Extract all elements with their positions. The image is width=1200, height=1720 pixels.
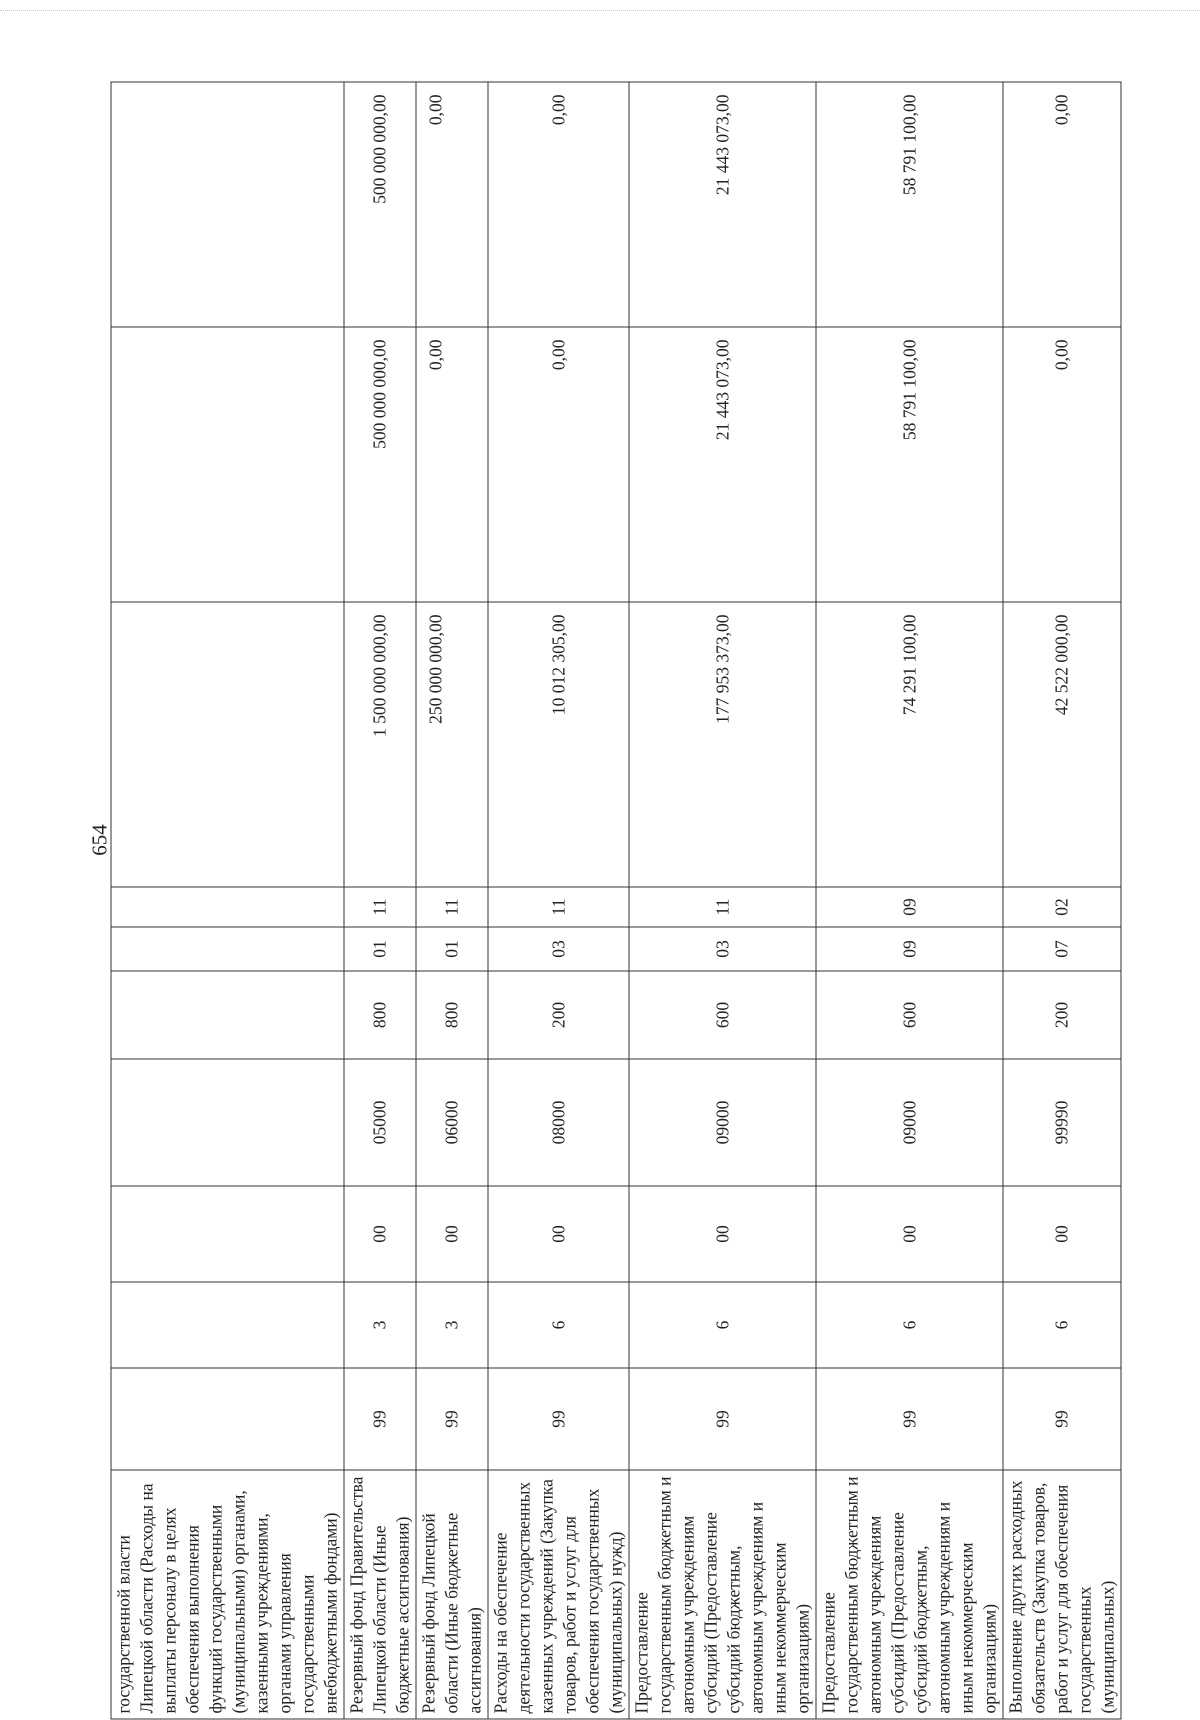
row-code-section: 01 — [344, 927, 416, 971]
row-amount-year1: 177 953 373,00 — [629, 602, 816, 887]
row-code-subsection: 11 — [416, 887, 488, 927]
row-amount-year3: 0,00 — [416, 82, 488, 327]
row-name: Предоставление государственным бюджетным и автономным учреждениям субсидий (Предоставление субсидий бюджетным, автономным учреждениям и иным некоммерческим организациям) — [629, 1470, 816, 1719]
row-amount-year3: 0,00 — [1003, 82, 1121, 327]
row-code-direction — [111, 1059, 344, 1186]
row-code-program: 99 — [416, 1368, 488, 1470]
row-code-expense-type — [111, 971, 344, 1059]
row-code-section — [111, 927, 344, 971]
row-code-main-event: 00 — [344, 1186, 416, 1282]
row-name: Резервный фонд Липецкой области (Иные бюджетные ассигнования) — [416, 1470, 488, 1719]
row-code-main-event: 00 — [1003, 1186, 1121, 1282]
row-code-subsection: 11 — [629, 887, 816, 927]
row-amount-year2: 21 443 073,00 — [629, 327, 816, 602]
row-code-expense-type: 200 — [488, 971, 629, 1059]
table-row — [488, 82, 629, 1719]
row-code-subprogram: 6 — [488, 1282, 629, 1368]
row-code-main-event: 00 — [488, 1186, 629, 1282]
row-code-subsection: 11 — [488, 887, 629, 927]
table-row — [816, 82, 1003, 1719]
row-code-subprogram — [111, 1282, 344, 1368]
row-code-main-event: 00 — [816, 1186, 1003, 1282]
row-amount-year1: 74 291 100,00 — [816, 602, 1003, 887]
row-code-program: 99 — [629, 1368, 816, 1470]
row-code-main-event: 00 — [629, 1186, 816, 1282]
row-code-program: 99 — [344, 1368, 416, 1470]
table-row — [629, 82, 816, 1719]
budget-table-rotated — [111, 83, 1118, 1720]
row-code-section: 07 — [1003, 927, 1121, 971]
page-number: 654 — [87, 824, 112, 856]
row-code-expense-type: 200 — [1003, 971, 1121, 1059]
row-code-program: 99 — [816, 1368, 1003, 1470]
row-code-subprogram: 3 — [344, 1282, 416, 1368]
row-amount-year3: 0,00 — [488, 82, 629, 327]
row-name: государственной власти Липецкой области (Расходы на выплаты персоналу в целях обеспечения выполнения функций государственными (муниципальными) органами, казенными учреждениями, органами управления государственными внебюджетными фондами) — [111, 1470, 344, 1719]
row-code-program: 99 — [488, 1368, 629, 1470]
row-code-subprogram: 6 — [816, 1282, 1003, 1368]
row-code-expense-type: 800 — [344, 971, 416, 1059]
row-amount-year2: 0,00 — [488, 327, 629, 602]
row-code-main-event: 00 — [416, 1186, 488, 1282]
row-code-subsection — [111, 887, 344, 927]
row-amount-year2 — [111, 327, 344, 602]
row-amount-year1: 42 522 000,00 — [1003, 602, 1121, 887]
row-code-expense-type: 800 — [416, 971, 488, 1059]
row-code-section: 01 — [416, 927, 488, 971]
row-code-direction: 09000 — [816, 1059, 1003, 1186]
row-amount-year2: 0,00 — [1003, 327, 1121, 602]
table-row — [416, 82, 488, 1719]
row-code-direction: 06000 — [416, 1059, 488, 1186]
row-amount-year2: 58 791 100,00 — [816, 327, 1003, 602]
row-amount-year1: 250 000 000,00 — [416, 602, 488, 887]
row-code-direction: 08000 — [488, 1059, 629, 1186]
row-code-direction: 05000 — [344, 1059, 416, 1186]
table-row — [344, 82, 416, 1719]
row-name: Выполнение других расходных обязательств (Закупка товаров, работ и услуг для обеспечения государственных (муниципальных) — [1003, 1470, 1121, 1719]
row-code-subprogram: 3 — [416, 1282, 488, 1368]
table-row — [1003, 82, 1121, 1719]
row-code-program — [111, 1368, 344, 1470]
row-code-expense-type: 600 — [816, 971, 1003, 1059]
row-code-subprogram: 6 — [629, 1282, 816, 1368]
table-row — [111, 82, 344, 1719]
row-code-direction: 09000 — [629, 1059, 816, 1186]
row-code-subsection: 02 — [1003, 887, 1121, 927]
row-code-subprogram: 6 — [1003, 1282, 1121, 1368]
row-amount-year2: 0,00 — [416, 327, 488, 602]
row-amount-year1: 10 012 305,00 — [488, 602, 629, 887]
row-amount-year3: 21 443 073,00 — [629, 82, 816, 327]
scan-edge — [0, 10, 1200, 11]
row-amount-year1 — [111, 602, 344, 887]
row-amount-year3: 500 000 000,00 — [344, 82, 416, 327]
row-amount-year2: 500 000 000,00 — [344, 327, 416, 602]
row-amount-year3 — [111, 82, 344, 327]
row-code-expense-type: 600 — [629, 971, 816, 1059]
row-code-section: 03 — [629, 927, 816, 971]
row-amount-year1: 1 500 000 000,00 — [344, 602, 416, 887]
row-name: Расходы на обеспечение деятельности государственных казенных учреждений (Закупка товаров, работ и услуг для обеспечения государственных (муниципальных) нужд) — [488, 1470, 629, 1719]
row-code-direction: 99990 — [1003, 1059, 1121, 1186]
row-code-subsection: 11 — [344, 887, 416, 927]
budget-table — [111, 82, 1122, 1720]
row-code-section: 09 — [816, 927, 1003, 971]
row-code-subsection: 09 — [816, 887, 1003, 927]
row-code-main-event — [111, 1186, 344, 1282]
row-amount-year3: 58 791 100,00 — [816, 82, 1003, 327]
row-code-program: 99 — [1003, 1368, 1121, 1470]
row-name: Предоставление государственным бюджетным и автономным учреждениям субсидий (Предоставление субсидий бюджетным, автономным учреждениям и иным некоммерческим организациям) — [816, 1470, 1003, 1719]
row-code-section: 03 — [488, 927, 629, 971]
row-name: Резервный фонд Правительства Липецкой области (Иные бюджетные ассигнования) — [344, 1470, 416, 1719]
